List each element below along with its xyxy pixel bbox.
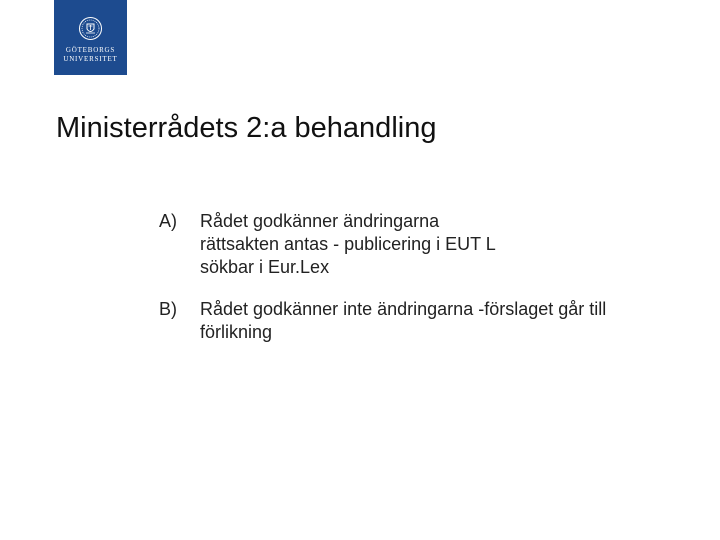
list-item-b-line-2: förlikning: [200, 322, 273, 342]
list-marker-b: B): [159, 299, 177, 319]
logo-text-line2: UNIVERSITET: [63, 55, 118, 63]
list-item-a-line-2: rättsakten antas - publicering i EUT L: [200, 234, 496, 254]
slide-title: Ministerrådets 2:a behandling: [56, 112, 437, 144]
list-item-b-text: [200, 298, 670, 344]
list-item-a-line-1: Rådet godkänner ändringarna: [200, 211, 440, 231]
logo-text-line1: GÖTEBORGS: [65, 46, 116, 54]
list-item-a-text: [200, 210, 670, 279]
list-item-a-line-3: sökbar i Eur.Lex: [200, 257, 330, 277]
university-logo: [54, 0, 127, 75]
university-seal-icon: [78, 16, 103, 41]
list-item-b-line-1: Rådet godkänner inte ändringarna -förslaget går till: [200, 299, 607, 319]
list-marker-a: A): [159, 211, 177, 231]
